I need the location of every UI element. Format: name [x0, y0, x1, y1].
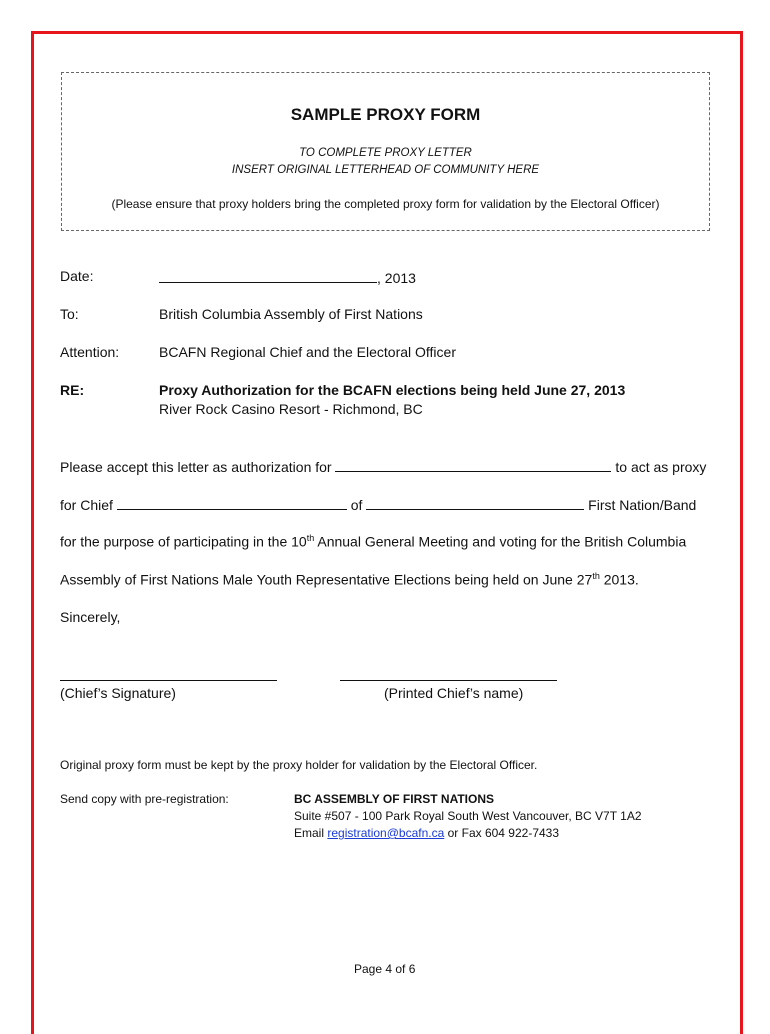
fax-text: or Fax 604 922-7433 [447, 826, 560, 840]
body-line-1 [60, 457, 706, 475]
header-box [61, 72, 710, 231]
signature-caption: (Chief’s Signature) [60, 685, 176, 701]
printed-name-caption: (Printed Chief’s name) [384, 685, 524, 701]
to-value: British Columbia Assembly of First Nations [159, 306, 423, 322]
body-line-2 [60, 495, 696, 513]
for-chief-text: for Chief [60, 497, 113, 513]
printed-name-line[interactable] [340, 680, 557, 681]
closing: Sincerely, [60, 609, 121, 625]
date-label: Date: [60, 268, 94, 284]
attention-label: Attention: [60, 344, 120, 360]
proxy-name-field[interactable] [335, 457, 611, 472]
validation-note: (Please ensure that proxy holders bring the completed proxy form for validation by the Electoral Officer) [111, 197, 660, 211]
instruction-line-2: INSERT ORIGINAL LETTERHEAD OF COMMUNITY HERE [231, 164, 540, 176]
body-line-4 [60, 571, 639, 588]
of-text: of [350, 497, 363, 513]
first-nation-text: First Nation/Band [588, 497, 697, 513]
contact-line [294, 826, 559, 840]
date-field[interactable] [159, 268, 377, 283]
meeting-text: Annual General Meeting and voting for the British Columbia [317, 533, 687, 550]
page-number: Page 4 of 6 [354, 962, 416, 976]
email-label: Email [294, 826, 325, 840]
to-label: To: [60, 306, 79, 322]
date-year: , 2013 [377, 270, 416, 286]
chief-name-field[interactable] [117, 495, 347, 510]
chief-signature-line[interactable] [60, 680, 277, 681]
email-link[interactable]: registration@bcafn.ca [327, 826, 445, 840]
ordinal-suffix: th [592, 571, 600, 581]
form-title: SAMPLE PROXY FORM [290, 105, 481, 124]
authorization-text: Please accept this letter as authorization for [60, 459, 332, 475]
org-name: BC ASSEMBLY OF FIRST NATIONS [294, 792, 495, 806]
elections-text: Assembly of First Nations Male Youth Representative Elections being held on June 27 [60, 571, 593, 588]
re-label: RE: [60, 382, 85, 398]
date-row [159, 268, 416, 286]
purpose-text: for the purpose of participating in the 10 [60, 533, 307, 550]
attention-value: BCAFN Regional Chief and the Electoral Officer [159, 344, 456, 360]
nation-name-field[interactable] [366, 495, 584, 510]
re-location: River Rock Casino Resort - Richmond, BC [159, 401, 423, 417]
ordinal-suffix: th [306, 533, 315, 543]
year-text: 2013. [603, 571, 639, 588]
re-subject: Proxy Authorization for the BCAFN elections being held June 27, 2013 [159, 382, 626, 398]
instruction-line-1: TO COMPLETE PROXY LETTER [299, 147, 472, 159]
body-line-3 [60, 533, 686, 550]
send-copy-label: Send copy with pre-registration: [60, 792, 229, 806]
org-address: Suite #507 - 100 Park Royal South West Vancouver, BC V7T 1A2 [294, 809, 642, 823]
proxy-text: to act as proxy [615, 459, 707, 475]
original-form-note: Original proxy form must be kept by the proxy holder for validation by the Electoral Officer. [60, 758, 538, 772]
